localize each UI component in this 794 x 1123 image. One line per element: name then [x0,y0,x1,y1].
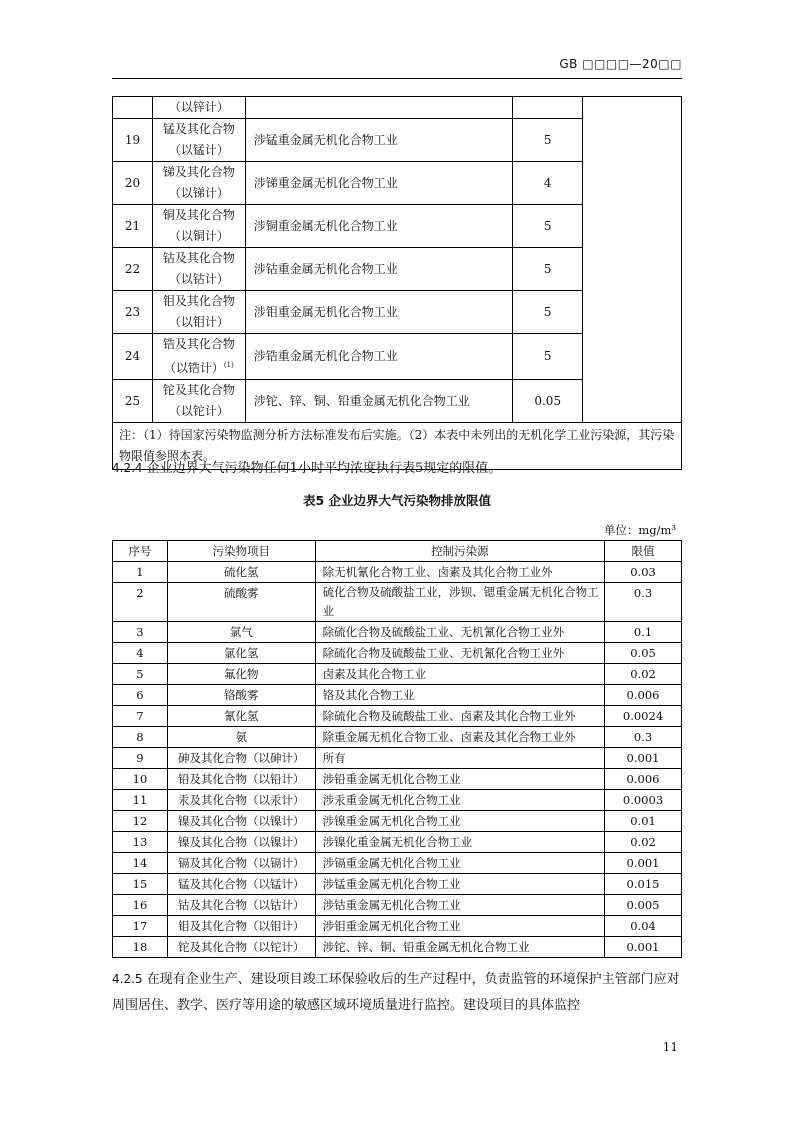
limit-value: 0.3 [605,583,682,622]
table-row [113,769,682,790]
limit-value-text: 5 [543,218,552,233]
control-source: 卤素及其化合物工业 [315,664,604,685]
limit-value [513,205,583,248]
pollutant-item [152,291,245,334]
row-number: 11 [113,790,168,811]
limit-value [513,162,583,205]
pollutant-item: 钴及其化合物（以钴计） [167,895,315,916]
pollutant-item: 钼及其化合物（以钼计） [167,916,315,937]
pollutant-item [152,97,245,119]
control-source: 铬及其化合物工业 [315,685,604,706]
paragraph-text: 企业边界大气污染物任何1小时平均浓度执行表5规定的限值。 [142,461,502,476]
table5 [112,540,682,958]
pollutant-item: 硫酸雾 [167,583,315,622]
paragraph-4-2-5 [112,966,682,1019]
limit-value-text: 0.05 [534,393,562,408]
limit-value [513,119,583,162]
limit-value [513,380,583,423]
control-source [245,291,512,334]
control-source: 所有 [315,748,604,769]
limit-value-text: 5 [543,304,552,319]
pollutant-item-text: 钴及其化合物（以钴计） [162,251,235,286]
pollutant-item: 铊及其化合物（以铊计） [167,937,315,958]
pollutant-item: 氯气 [167,622,315,643]
limit-value: 0.006 [605,769,682,790]
row-number: 13 [113,832,168,853]
row-number [113,119,153,162]
limit-value: 0.006 [605,685,682,706]
limit-value: 0.04 [605,916,682,937]
row-number: 6 [113,685,168,706]
table-row [113,97,682,119]
row-number-text: 21 [124,218,141,233]
limit-value: 0.001 [605,937,682,958]
control-source: 涉镍化重金属无机化合物工业 [315,832,604,853]
table-row [113,790,682,811]
row-number [113,291,153,334]
table5-header-row [113,541,682,562]
row-number-text: 25 [124,393,141,408]
paragraph-text: 在现有企业生产、建设项目竣工环保验收后的生产过程中，负责监管的环境保护主管部门应对周围居住、教学、医疗等用途的敏感区域环境质量进行监控。建设项目的具体监控 [112,972,680,1013]
pollutant-item: 硫化氢 [167,562,315,583]
limit-value-text: 5 [543,349,552,363]
control-source-text: 涉铜重金属无机化合物工业 [253,218,398,233]
control-source: 涉钴重金属无机化合物工业 [315,895,604,916]
row-number [113,97,153,119]
table4-continued [112,96,682,470]
limit-value [513,248,583,291]
table-row [113,706,682,727]
row-number-text: 20 [124,175,141,190]
pollutant-item-text: 铊及其化合物（以铊计） [162,383,235,418]
control-source [245,97,512,119]
control-source [245,334,512,380]
header-item: 污染物项目 [167,541,315,562]
limit-value: 0.1 [605,622,682,643]
pollutant-item: 氨 [167,727,315,748]
row-number: 3 [113,622,168,643]
header-limit: 限值 [605,541,682,562]
control-source [245,119,512,162]
control-source-text: 涉锆重金属无机化合物工业 [253,349,398,363]
row-number: 16 [113,895,168,916]
limit-value: 0.001 [605,748,682,769]
row-number [113,248,153,291]
pollutant-item [152,380,245,423]
control-source: 涉锰重金属无机化合物工业 [315,874,604,895]
table-note: 注：（1）待国家污染物监测分析方法标准发布后实施。（2）本表中未列出的无机化学工业污染源，其污染物限值参照本表。 [113,423,682,470]
row-number: 14 [113,853,168,874]
row-number: 17 [113,916,168,937]
control-source-text: 涉钼重金属无机化合物工业 [253,304,398,319]
footnote-marker: (1) [223,361,234,369]
control-source: 涉镍重金属无机化合物工业 [315,811,604,832]
control-source [245,162,512,205]
limit-value: 0.0024 [605,706,682,727]
pollutant-item [152,334,245,380]
pollutant-item: 氯化氢 [167,643,315,664]
limit-value: 0.02 [605,832,682,853]
pollutant-item-text: （以锌计） [168,100,229,114]
limit-value: 0.02 [605,664,682,685]
row-number [113,380,153,423]
table-row [113,895,682,916]
limit-value-text: 5 [543,132,552,147]
limit-value [513,291,583,334]
control-source [245,205,512,248]
pollutant-item-text: 锰及其化合物（以锰计） [162,122,235,157]
table-row [113,937,682,958]
limit-value: 0.03 [605,562,682,583]
row-number [113,334,153,380]
page-number: 11 [662,1040,678,1054]
unit-label: 单位：mg/m³ [603,523,676,537]
blank-column [583,97,682,423]
table-row [113,664,682,685]
table-row [113,622,682,643]
table-row [113,643,682,664]
control-source: 除硫化合物及硫酸盐工业、无机氰化合物工业外 [315,622,604,643]
table-row [113,727,682,748]
control-source [245,248,512,291]
limit-value: 0.005 [605,895,682,916]
pollutant-item-text: 锑及其化合物（以锑计） [162,165,235,200]
control-source-text: 涉铊、锌、铜、铅重金属无机化合物工业 [253,393,470,408]
limit-value: 0.01 [605,811,682,832]
row-number-text: 22 [124,261,141,276]
control-source: 涉汞重金属无机化合物工业 [315,790,604,811]
row-number: 10 [113,769,168,790]
pollutant-item: 氰化氢 [167,706,315,727]
pollutant-item: 汞及其化合物（以汞计） [167,790,315,811]
pollutant-item: 镉及其化合物（以镉计） [167,853,315,874]
pollutant-item [152,248,245,291]
row-number: 1 [113,562,168,583]
control-source: 除硫化合物及硫酸盐工业、卤素及其化合物工业外 [315,706,604,727]
control-source [245,380,512,423]
table-row [113,562,682,583]
row-number-text: 19 [124,132,141,147]
control-source-text: 涉锑重金属无机化合物工业 [253,175,398,190]
table-row [113,916,682,937]
pollutant-item: 铅及其化合物（以铅计） [167,769,315,790]
pollutant-item: 镍及其化合物（以镍计） [167,832,315,853]
header-rule [112,78,682,79]
row-number: 4 [113,643,168,664]
header-no: 序号 [113,541,168,562]
pollutant-item [152,119,245,162]
pollutant-item-text: 铜及其化合物（以铜计） [162,208,235,243]
pollutant-item: 砷及其化合物（以砷计） [167,748,315,769]
table-row [113,583,682,622]
control-source: 硫化合物及硫酸盐工业，涉钡、锶重金属无机化合物工业 [315,583,604,622]
row-number: 2 [113,583,168,622]
table-row [113,685,682,706]
table-row [113,748,682,769]
row-number: 5 [113,664,168,685]
section-number: 4.2.5 [112,972,143,986]
control-source: 除硫化合物及硫酸盐工业、无机氰化合物工业外 [315,643,604,664]
pollutant-item-text: 钼及其化合物（以钼计） [162,294,235,329]
row-number: 7 [113,706,168,727]
table-row [113,853,682,874]
limit-value: 0.3 [605,727,682,748]
row-number: 15 [113,874,168,895]
control-source: 涉铊、锌、铜、铅重金属无机化合物工业 [315,937,604,958]
table-row [113,811,682,832]
limit-value-text: 5 [543,261,552,276]
limit-value: 0.015 [605,874,682,895]
pollutant-item: 铬酸雾 [167,685,315,706]
row-number-text: 24 [124,349,141,363]
control-source-text: 涉钴重金属无机化合物工业 [253,261,398,276]
limit-value [513,97,583,119]
pollutant-item: 氟化物 [167,664,315,685]
section-number: 4.2.4 [112,461,143,475]
header-source: 控制污染源 [315,541,604,562]
paragraph-4-2-4 [112,455,682,482]
pollutant-item: 镍及其化合物（以镍计） [167,811,315,832]
limit-value [513,334,583,380]
limit-value: 0.001 [605,853,682,874]
standard-code: GB □□□□—20□□ [559,57,682,71]
control-source: 涉铅重金属无机化合物工业 [315,769,604,790]
control-source-text: 涉锰重金属无机化合物工业 [253,132,398,147]
row-number [113,205,153,248]
limit-value: 0.05 [605,643,682,664]
pollutant-item [152,205,245,248]
row-number: 9 [113,748,168,769]
table-row [113,874,682,895]
control-source: 除重金属无机化合物工业、卤素及其化合物工业外 [315,727,604,748]
control-source: 涉钼重金属无机化合物工业 [315,916,604,937]
pollutant-item [152,162,245,205]
control-source: 除无机氰化合物工业、卤素及其化合物工业外 [315,562,604,583]
limit-value-text: 4 [543,175,552,190]
limit-value: 0.0003 [605,790,682,811]
table-row [113,832,682,853]
row-number [113,162,153,205]
control-source: 涉镉重金属无机化合物工业 [315,853,604,874]
pollutant-item: 锰及其化合物（以锰计） [167,874,315,895]
row-number: 12 [113,811,168,832]
table5-caption: 表5 企业边界大气污染物排放限值 [302,493,492,508]
table5-unit [604,522,676,538]
pollutant-item-text: 锆及其化合物（以锆计） [162,337,235,375]
row-number-text: 23 [124,304,141,319]
row-number: 8 [113,727,168,748]
row-number: 18 [113,937,168,958]
